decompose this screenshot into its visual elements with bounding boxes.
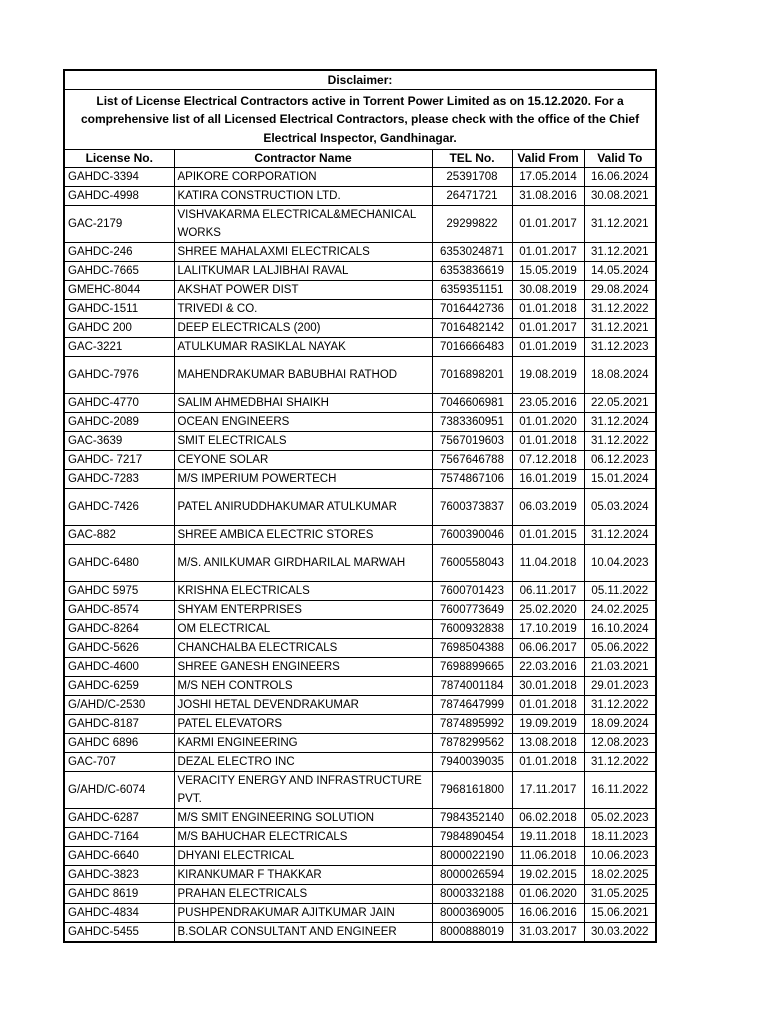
tel-cell: 7600932838 bbox=[432, 620, 512, 639]
license-cell: GAHDC-246 bbox=[64, 243, 174, 262]
contractor-name-cell: M/S SMIT ENGINEERING SOLUTION bbox=[174, 809, 432, 828]
license-cell: GAHDC-2089 bbox=[64, 413, 174, 432]
table-row bbox=[64, 753, 656, 772]
tel-cell: 7600373837 bbox=[432, 489, 512, 526]
valid-from-cell: 22.03.2016 bbox=[512, 658, 584, 677]
table-row bbox=[64, 243, 656, 262]
license-cell: GMEHC-8044 bbox=[64, 281, 174, 300]
tel-cell: 7383360951 bbox=[432, 413, 512, 432]
valid-from-cell: 19.02.2015 bbox=[512, 866, 584, 885]
valid-from-cell: 01.01.2018 bbox=[512, 432, 584, 451]
contractor-name-cell: SHREE AMBICA ELECTRIC STORES bbox=[174, 526, 432, 545]
header-contractor-name: Contractor Name bbox=[174, 150, 432, 168]
table-row bbox=[64, 357, 656, 394]
license-cell: GAHDC-7164 bbox=[64, 828, 174, 847]
table-header-row bbox=[64, 150, 656, 168]
license-cell: GAHDC-4834 bbox=[64, 904, 174, 923]
disclaimer-title-row bbox=[64, 70, 656, 90]
contractor-name-cell: AKSHAT POWER DIST bbox=[174, 281, 432, 300]
contractor-name-cell: MAHENDRAKUMAR BABUBHAI RATHOD bbox=[174, 357, 432, 394]
table-row bbox=[64, 601, 656, 620]
valid-from-cell: 17.10.2019 bbox=[512, 620, 584, 639]
license-cell: GAHDC-7426 bbox=[64, 489, 174, 526]
contractor-name-cell: M/S BAHUCHAR ELECTRICALS bbox=[174, 828, 432, 847]
tel-cell: 7600701423 bbox=[432, 582, 512, 601]
tel-cell: 8000026594 bbox=[432, 866, 512, 885]
valid-to-cell: 12.08.2023 bbox=[584, 734, 656, 753]
license-cell: GAHDC-8574 bbox=[64, 601, 174, 620]
header-license-no: License No. bbox=[64, 150, 174, 168]
valid-from-cell: 11.06.2018 bbox=[512, 847, 584, 866]
tel-cell: 7016442736 bbox=[432, 300, 512, 319]
valid-from-cell: 19.09.2019 bbox=[512, 715, 584, 734]
valid-from-cell: 06.02.2018 bbox=[512, 809, 584, 828]
tel-cell: 7698899665 bbox=[432, 658, 512, 677]
valid-from-cell: 01.01.2017 bbox=[512, 206, 584, 243]
table-row bbox=[64, 319, 656, 338]
contractor-name-cell: SALIM AHMEDBHAI SHAIKH bbox=[174, 394, 432, 413]
license-cell: GAHDC-4600 bbox=[64, 658, 174, 677]
license-cell: GAC-707 bbox=[64, 753, 174, 772]
license-cell: GAC-882 bbox=[64, 526, 174, 545]
license-cell: GAHDC 6896 bbox=[64, 734, 174, 753]
valid-to-cell: 06.12.2023 bbox=[584, 451, 656, 470]
tel-cell: 7600390046 bbox=[432, 526, 512, 545]
contractor-name-cell: DEEP ELECTRICALS (200) bbox=[174, 319, 432, 338]
license-cell: GAHDC 200 bbox=[64, 319, 174, 338]
license-cell: GAHDC- 7217 bbox=[64, 451, 174, 470]
table-row bbox=[64, 620, 656, 639]
tel-cell: 7574867106 bbox=[432, 470, 512, 489]
license-cell: GAHDC-7283 bbox=[64, 470, 174, 489]
tel-cell: 8000022190 bbox=[432, 847, 512, 866]
contractor-name-cell: OM ELECTRICAL bbox=[174, 620, 432, 639]
license-cell: GAHDC-4998 bbox=[64, 187, 174, 206]
contractor-name-cell: KARMI ENGINEERING bbox=[174, 734, 432, 753]
valid-from-cell: 19.11.2018 bbox=[512, 828, 584, 847]
contractor-name-cell: M/S IMPERIUM POWERTECH bbox=[174, 470, 432, 489]
tel-cell: 7016666483 bbox=[432, 338, 512, 357]
valid-to-cell: 16.10.2024 bbox=[584, 620, 656, 639]
table-row bbox=[64, 300, 656, 319]
valid-from-cell: 01.01.2015 bbox=[512, 526, 584, 545]
tel-cell: 7046606981 bbox=[432, 394, 512, 413]
contractor-name-cell: PUSHPENDRAKUMAR AJITKUMAR JAIN bbox=[174, 904, 432, 923]
license-cell: GAHDC-7976 bbox=[64, 357, 174, 394]
license-cell: GAHDC-4770 bbox=[64, 394, 174, 413]
license-cell: G/AHD/C-6074 bbox=[64, 772, 174, 809]
tel-cell: 6359351151 bbox=[432, 281, 512, 300]
tel-cell: 6353836619 bbox=[432, 262, 512, 281]
valid-to-cell: 31.12.2022 bbox=[584, 300, 656, 319]
valid-from-cell: 16.01.2019 bbox=[512, 470, 584, 489]
valid-from-cell: 31.03.2017 bbox=[512, 923, 584, 943]
table-row bbox=[64, 281, 656, 300]
valid-to-cell: 31.12.2022 bbox=[584, 696, 656, 715]
tel-cell: 7567019603 bbox=[432, 432, 512, 451]
license-cell: GAHDC-8187 bbox=[64, 715, 174, 734]
contractor-sheet bbox=[63, 69, 655, 943]
header-valid-from: Valid From bbox=[512, 150, 584, 168]
valid-from-cell: 19.08.2019 bbox=[512, 357, 584, 394]
tel-cell: 7698504388 bbox=[432, 639, 512, 658]
table-row bbox=[64, 413, 656, 432]
license-cell: GAHDC 5975 bbox=[64, 582, 174, 601]
contractor-name-cell: DHYANI ELECTRICAL bbox=[174, 847, 432, 866]
table-row bbox=[64, 696, 656, 715]
valid-to-cell: 29.08.2024 bbox=[584, 281, 656, 300]
table-row bbox=[64, 809, 656, 828]
license-cell: GAC-3221 bbox=[64, 338, 174, 357]
valid-from-cell: 31.08.2016 bbox=[512, 187, 584, 206]
table-row bbox=[64, 923, 656, 943]
disclaimer-text-row bbox=[64, 90, 656, 150]
contractor-table bbox=[63, 69, 657, 943]
disclaimer-title: Disclaimer: bbox=[64, 70, 656, 90]
tel-cell: 7984890454 bbox=[432, 828, 512, 847]
valid-to-cell: 31.12.2024 bbox=[584, 526, 656, 545]
license-cell: GAHDC-6480 bbox=[64, 545, 174, 582]
tel-cell: 8000369005 bbox=[432, 904, 512, 923]
tel-cell: 25391708 bbox=[432, 168, 512, 187]
valid-to-cell: 15.06.2021 bbox=[584, 904, 656, 923]
license-cell: GAHDC 8619 bbox=[64, 885, 174, 904]
tel-cell: 26471721 bbox=[432, 187, 512, 206]
contractor-name-cell: ATULKUMAR RASIKLAL NAYAK bbox=[174, 338, 432, 357]
valid-from-cell: 30.01.2018 bbox=[512, 677, 584, 696]
valid-from-cell: 01.06.2020 bbox=[512, 885, 584, 904]
valid-from-cell: 13.08.2018 bbox=[512, 734, 584, 753]
tel-cell: 7940039035 bbox=[432, 753, 512, 772]
table-row bbox=[64, 187, 656, 206]
valid-from-cell: 17.11.2017 bbox=[512, 772, 584, 809]
contractor-name-cell: SMIT ELECTRICALS bbox=[174, 432, 432, 451]
table-row bbox=[64, 338, 656, 357]
valid-from-cell: 06.06.2017 bbox=[512, 639, 584, 658]
contractor-name-cell: JOSHI HETAL DEVENDRAKUMAR bbox=[174, 696, 432, 715]
valid-to-cell: 18.11.2023 bbox=[584, 828, 656, 847]
license-cell: GAHDC-6640 bbox=[64, 847, 174, 866]
valid-to-cell: 10.06.2023 bbox=[584, 847, 656, 866]
license-cell: GAHDC-7665 bbox=[64, 262, 174, 281]
valid-from-cell: 01.01.2018 bbox=[512, 753, 584, 772]
valid-from-cell: 11.04.2018 bbox=[512, 545, 584, 582]
tel-cell: 7016482142 bbox=[432, 319, 512, 338]
tel-cell: 7600773649 bbox=[432, 601, 512, 620]
valid-from-cell: 30.08.2019 bbox=[512, 281, 584, 300]
table-row bbox=[64, 168, 656, 187]
valid-to-cell: 22.05.2021 bbox=[584, 394, 656, 413]
tel-cell: 29299822 bbox=[432, 206, 512, 243]
valid-to-cell: 15.01.2024 bbox=[584, 470, 656, 489]
contractor-name-cell: VISHVAKARMA ELECTRICAL&MECHANICAL WORKS bbox=[174, 206, 432, 243]
valid-to-cell: 31.12.2022 bbox=[584, 753, 656, 772]
valid-to-cell: 24.02.2025 bbox=[584, 601, 656, 620]
tel-cell: 7874001184 bbox=[432, 677, 512, 696]
header-valid-to: Valid To bbox=[584, 150, 656, 168]
table-row bbox=[64, 639, 656, 658]
valid-to-cell: 10.04.2023 bbox=[584, 545, 656, 582]
contractor-name-cell: VERACITY ENERGY AND INFRASTRUCTURE PVT. bbox=[174, 772, 432, 809]
license-cell: GAC-3639 bbox=[64, 432, 174, 451]
valid-to-cell: 30.03.2022 bbox=[584, 923, 656, 943]
valid-from-cell: 23.05.2016 bbox=[512, 394, 584, 413]
table-row bbox=[64, 206, 656, 243]
valid-from-cell: 15.05.2019 bbox=[512, 262, 584, 281]
contractor-table-body bbox=[64, 70, 656, 942]
contractor-name-cell: CEYONE SOLAR bbox=[174, 451, 432, 470]
valid-from-cell: 01.01.2017 bbox=[512, 243, 584, 262]
table-row bbox=[64, 394, 656, 413]
valid-from-cell: 06.11.2017 bbox=[512, 582, 584, 601]
valid-to-cell: 16.11.2022 bbox=[584, 772, 656, 809]
valid-to-cell: 31.12.2021 bbox=[584, 319, 656, 338]
contractor-name-cell: B.SOLAR CONSULTANT AND ENGINEER bbox=[174, 923, 432, 943]
valid-to-cell: 31.12.2023 bbox=[584, 338, 656, 357]
tel-cell: 7878299562 bbox=[432, 734, 512, 753]
valid-to-cell: 31.05.2025 bbox=[584, 885, 656, 904]
contractor-name-cell: SHREE GANESH ENGINEERS bbox=[174, 658, 432, 677]
tel-cell: 8000888019 bbox=[432, 923, 512, 943]
license-cell: GAHDC-3394 bbox=[64, 168, 174, 187]
contractor-name-cell: M/S NEH CONTROLS bbox=[174, 677, 432, 696]
tel-cell: 7567646788 bbox=[432, 451, 512, 470]
contractor-name-cell: KIRANKUMAR F THAKKAR bbox=[174, 866, 432, 885]
valid-to-cell: 18.08.2024 bbox=[584, 357, 656, 394]
header-tel-no: TEL No. bbox=[432, 150, 512, 168]
table-row bbox=[64, 545, 656, 582]
table-row bbox=[64, 489, 656, 526]
valid-to-cell: 14.05.2024 bbox=[584, 262, 656, 281]
tel-cell: 7016898201 bbox=[432, 357, 512, 394]
valid-to-cell: 29.01.2023 bbox=[584, 677, 656, 696]
license-cell: GAHDC-5626 bbox=[64, 639, 174, 658]
valid-to-cell: 31.12.2022 bbox=[584, 432, 656, 451]
valid-from-cell: 01.01.2017 bbox=[512, 319, 584, 338]
valid-from-cell: 01.01.2020 bbox=[512, 413, 584, 432]
table-row bbox=[64, 734, 656, 753]
license-cell: GAHDC-5455 bbox=[64, 923, 174, 943]
contractor-name-cell: CHANCHALBA ELECTRICALS bbox=[174, 639, 432, 658]
contractor-name-cell: KRISHNA ELECTRICALS bbox=[174, 582, 432, 601]
valid-to-cell: 18.02.2025 bbox=[584, 866, 656, 885]
table-row bbox=[64, 885, 656, 904]
license-cell: GAHDC-1511 bbox=[64, 300, 174, 319]
table-row bbox=[64, 847, 656, 866]
license-cell: G/AHD/C-2530 bbox=[64, 696, 174, 715]
contractor-name-cell: PATEL ELEVATORS bbox=[174, 715, 432, 734]
tel-cell: 8000332188 bbox=[432, 885, 512, 904]
valid-to-cell: 05.02.2023 bbox=[584, 809, 656, 828]
contractor-name-cell: M/S. ANILKUMAR GIRDHARILAL MARWAH bbox=[174, 545, 432, 582]
valid-from-cell: 01.01.2018 bbox=[512, 300, 584, 319]
valid-from-cell: 25.02.2020 bbox=[512, 601, 584, 620]
license-cell: GAC-2179 bbox=[64, 206, 174, 243]
table-row bbox=[64, 715, 656, 734]
valid-to-cell: 31.12.2024 bbox=[584, 413, 656, 432]
license-cell: GAHDC-3823 bbox=[64, 866, 174, 885]
contractor-name-cell: TRIVEDI & CO. bbox=[174, 300, 432, 319]
disclaimer-text: List of License Electrical Contractors active in Torrent Power Limited as on 15.12.2020. For a comprehensive list of all Licensed Electrical Contractors, please check with the office of the Chief Electrical Inspector, Gandhinagar. bbox=[64, 90, 656, 150]
contractor-name-cell: PRAHAN ELECTRICALS bbox=[174, 885, 432, 904]
valid-to-cell: 16.06.2024 bbox=[584, 168, 656, 187]
contractor-name-cell: SHREE MAHALAXMI ELECTRICALS bbox=[174, 243, 432, 262]
tel-cell: 7984352140 bbox=[432, 809, 512, 828]
table-row bbox=[64, 677, 656, 696]
table-row bbox=[64, 772, 656, 809]
table-row bbox=[64, 828, 656, 847]
table-row bbox=[64, 470, 656, 489]
tel-cell: 7968161800 bbox=[432, 772, 512, 809]
tel-cell: 7874895992 bbox=[432, 715, 512, 734]
contractor-name-cell: APIKORE CORPORATION bbox=[174, 168, 432, 187]
contractor-name-cell: SHYAM ENTERPRISES bbox=[174, 601, 432, 620]
valid-from-cell: 16.06.2016 bbox=[512, 904, 584, 923]
valid-to-cell: 18.09.2024 bbox=[584, 715, 656, 734]
valid-from-cell: 17.05.2014 bbox=[512, 168, 584, 187]
table-row bbox=[64, 451, 656, 470]
tel-cell: 7874647999 bbox=[432, 696, 512, 715]
tel-cell: 7600558043 bbox=[432, 545, 512, 582]
table-row bbox=[64, 658, 656, 677]
contractor-name-cell: OCEAN ENGINEERS bbox=[174, 413, 432, 432]
valid-to-cell: 31.12.2021 bbox=[584, 243, 656, 262]
table-row bbox=[64, 432, 656, 451]
valid-to-cell: 21.03.2021 bbox=[584, 658, 656, 677]
license-cell: GAHDC-6287 bbox=[64, 809, 174, 828]
valid-from-cell: 07.12.2018 bbox=[512, 451, 584, 470]
table-row bbox=[64, 526, 656, 545]
tel-cell: 6353024871 bbox=[432, 243, 512, 262]
valid-to-cell: 31.12.2021 bbox=[584, 206, 656, 243]
license-cell: GAHDC-6259 bbox=[64, 677, 174, 696]
license-cell: GAHDC-8264 bbox=[64, 620, 174, 639]
table-row bbox=[64, 262, 656, 281]
contractor-name-cell: KATIRA CONSTRUCTION LTD. bbox=[174, 187, 432, 206]
table-row bbox=[64, 582, 656, 601]
contractor-name-cell: PATEL ANIRUDDHAKUMAR ATULKUMAR bbox=[174, 489, 432, 526]
contractor-name-cell: DEZAL ELECTRO INC bbox=[174, 753, 432, 772]
valid-to-cell: 05.03.2024 bbox=[584, 489, 656, 526]
table-row bbox=[64, 866, 656, 885]
valid-from-cell: 01.01.2018 bbox=[512, 696, 584, 715]
valid-from-cell: 06.03.2019 bbox=[512, 489, 584, 526]
valid-from-cell: 01.01.2019 bbox=[512, 338, 584, 357]
table-row bbox=[64, 904, 656, 923]
contractor-name-cell: LALITKUMAR LALJIBHAI RAVAL bbox=[174, 262, 432, 281]
valid-to-cell: 05.06.2022 bbox=[584, 639, 656, 658]
valid-to-cell: 30.08.2021 bbox=[584, 187, 656, 206]
valid-to-cell: 05.11.2022 bbox=[584, 582, 656, 601]
